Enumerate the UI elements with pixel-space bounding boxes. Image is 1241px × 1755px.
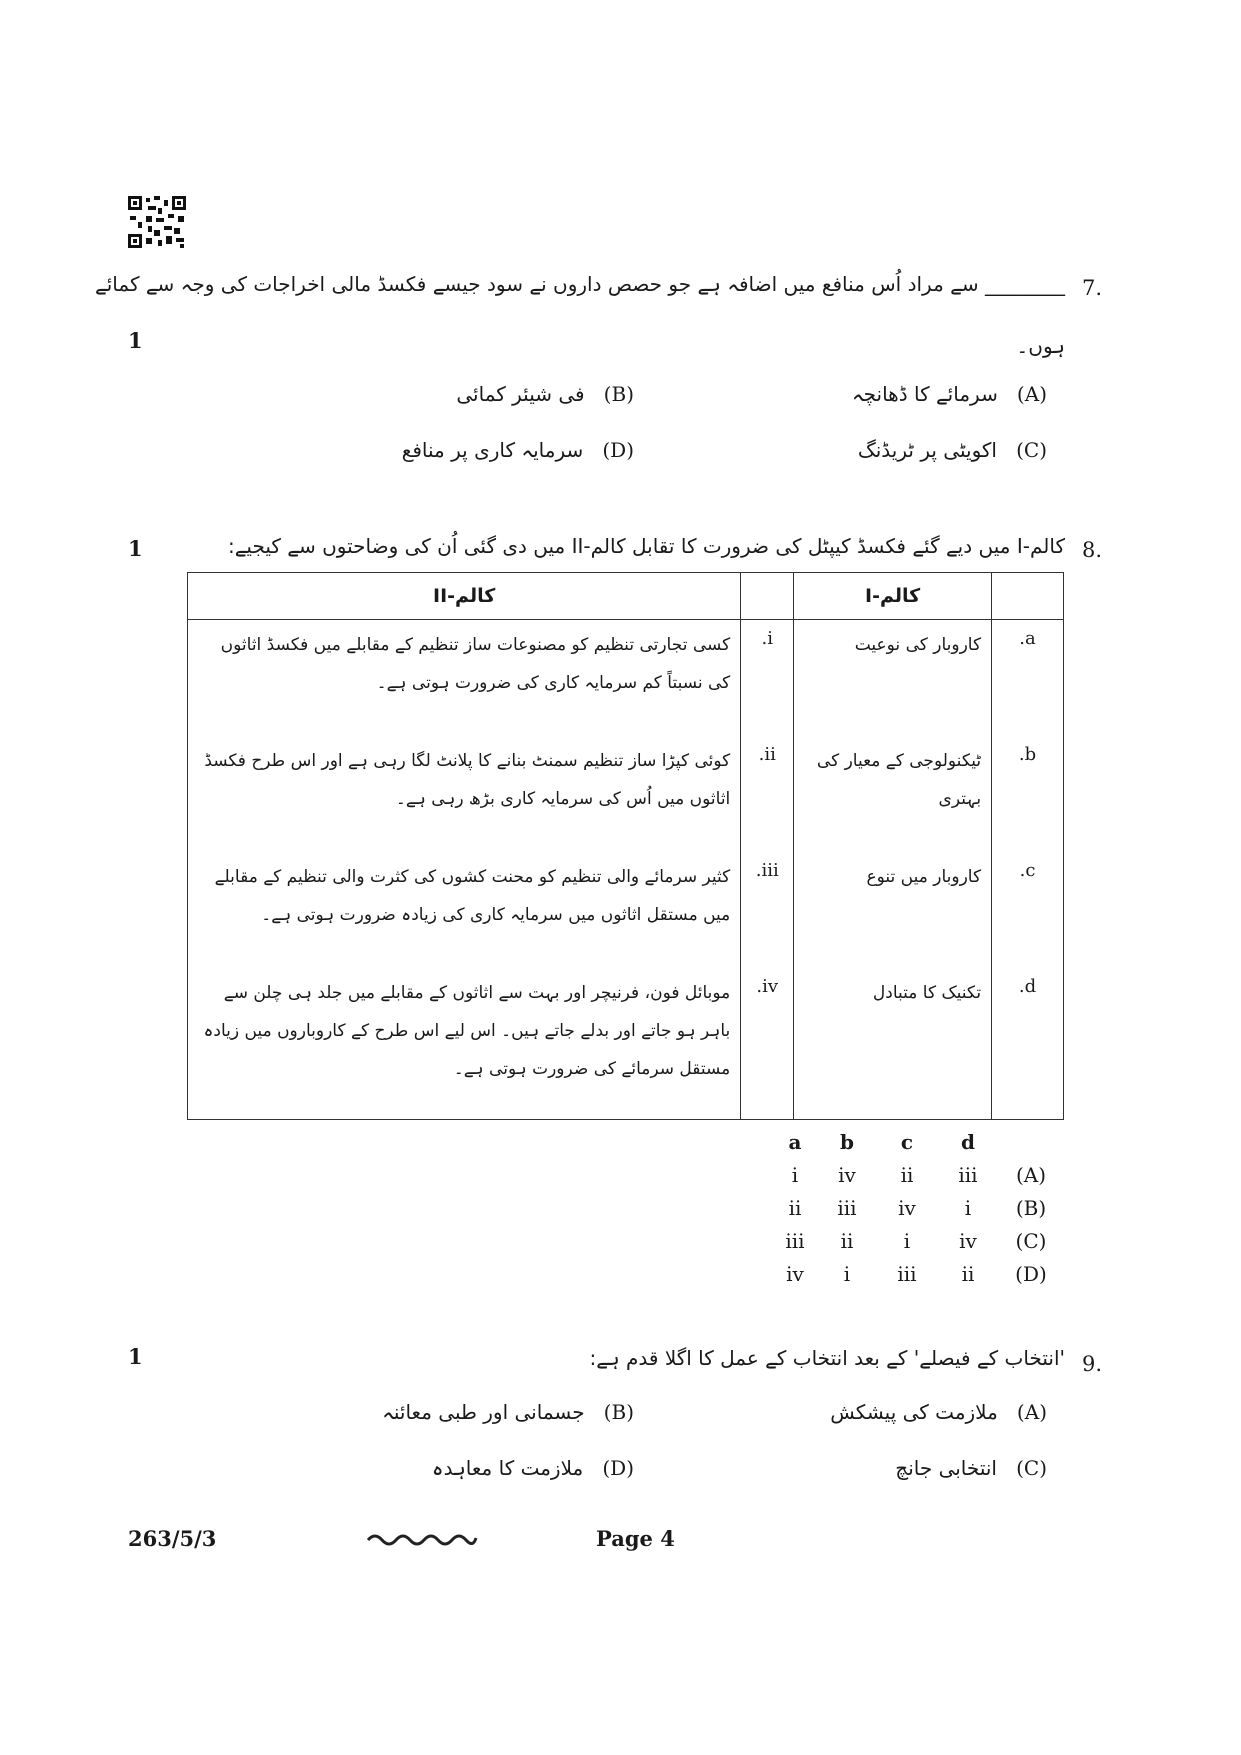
answer-header-c: c bbox=[900, 1130, 914, 1154]
option-label: (D) bbox=[602, 1456, 634, 1480]
column-2-text: کثیر سرمائے والی تنظیم کو محنت کشوں کی کثرت والی تنظیم کے مقابلے میں مستقل اثاثوں میں سرمایہ کاری کی زیادہ ضرورت ہوتی ہے۔ bbox=[188, 852, 741, 968]
option-label: (C) bbox=[1016, 1456, 1047, 1480]
q7-option-b[interactable] bbox=[456, 382, 634, 406]
q7-option-c[interactable] bbox=[858, 438, 1047, 462]
answer-option-d[interactable] bbox=[774, 1257, 1062, 1290]
option-text: فی شیئر کمائی bbox=[456, 382, 585, 406]
answer-cell: iii bbox=[785, 1228, 805, 1253]
answer-option-a[interactable] bbox=[774, 1158, 1062, 1191]
column-1-label: .b bbox=[992, 736, 1064, 852]
column-2-label: .iii bbox=[741, 852, 794, 968]
option-text: جسمانی اور طبی معائنہ bbox=[382, 1400, 585, 1424]
q7-marks: 1 bbox=[128, 328, 143, 353]
page-number: Page 4 bbox=[596, 1526, 675, 1551]
q7-text-line2: ہوں۔ bbox=[1016, 334, 1065, 358]
answer-header-b: b bbox=[840, 1130, 854, 1154]
answer-cell: i bbox=[791, 1162, 799, 1187]
column-2-text: کسی تجارتی تنظیم کو مصنوعات ساز تنظیم کے مقابلے میں فکسڈ اثاثوں کی نسبتاً کم سرمایہ کاری کی ضرورت ہوتی ہے۔ bbox=[188, 620, 741, 736]
answer-label: (B) bbox=[1015, 1195, 1047, 1220]
answer-cell: iii bbox=[958, 1162, 978, 1187]
answer-label: (D) bbox=[1015, 1261, 1047, 1286]
q8-number: 8. bbox=[1082, 538, 1103, 562]
column-2-text: موبائل فون، فرنیچر اور بہت سے اثاثوں کے مقابلے میں جلد ہی چلن سے باہر ہو جاتے اور بدلے جاتے ہیں۔ اس لیے اس طرح کے کاروباروں میں زیادہ مستقل سرمائے کی ضرورت ہوتی ہے۔ bbox=[188, 968, 741, 1120]
answer-option-b[interactable] bbox=[774, 1191, 1062, 1224]
option-text: سرمایہ کاری پر منافع bbox=[401, 438, 584, 462]
column-1-label: .d bbox=[992, 968, 1064, 1120]
q9-option-a[interactable] bbox=[830, 1400, 1047, 1424]
option-label: (B) bbox=[603, 382, 634, 406]
option-text: ملازمت کی پیشکش bbox=[830, 1400, 998, 1424]
q9-option-c[interactable] bbox=[895, 1456, 1047, 1480]
matching-table bbox=[187, 572, 1064, 1120]
column-1-label: .c bbox=[992, 852, 1064, 968]
header-blank bbox=[992, 573, 1064, 620]
answer-header-a: a bbox=[788, 1130, 802, 1154]
option-text: انتخابی جانچ bbox=[895, 1456, 997, 1480]
q7-option-a[interactable] bbox=[852, 382, 1047, 406]
q9-option-d[interactable] bbox=[432, 1456, 634, 1480]
answer-grid bbox=[774, 1126, 1062, 1290]
q9-option-b[interactable] bbox=[382, 1400, 634, 1424]
q9-text: 'انتخاب کے فیصلے' کے بعد انتخاب کے عمل کا اگلا قدم ہے: bbox=[589, 1346, 1065, 1370]
column-1-text: کاروبار میں تنوع bbox=[794, 852, 992, 968]
answer-cell: iv bbox=[838, 1162, 856, 1187]
answer-cell: iii bbox=[837, 1195, 857, 1220]
answer-cell: i bbox=[903, 1228, 911, 1253]
option-text: سرمائے کا ڈھانچہ bbox=[851, 382, 998, 406]
column-2-label: .i bbox=[741, 620, 794, 736]
column-1-header: کالم-I bbox=[794, 573, 992, 620]
column-2-label: .ii bbox=[741, 736, 794, 852]
option-label: (C) bbox=[1016, 438, 1047, 462]
option-text: اکویٹی پر ٹریڈنگ bbox=[857, 438, 997, 462]
table-row bbox=[188, 736, 1064, 852]
column-1-text: ٹیکنولوجی کے معیار کی بہتری bbox=[794, 736, 992, 852]
q7-option-d[interactable] bbox=[402, 438, 634, 462]
column-1-text: کاروبار کی نوعیت bbox=[794, 620, 992, 736]
answer-cell: iii bbox=[897, 1261, 917, 1286]
answer-cell: i bbox=[964, 1195, 972, 1220]
wave-ornament-icon bbox=[366, 1530, 478, 1550]
answer-cell: i bbox=[843, 1261, 851, 1286]
option-label: (A) bbox=[1016, 1400, 1047, 1424]
q9-number: 9. bbox=[1082, 1352, 1103, 1376]
answer-label: (A) bbox=[1015, 1162, 1047, 1187]
answer-cell: ii bbox=[840, 1228, 854, 1253]
answer-option-c[interactable] bbox=[774, 1224, 1062, 1257]
paper-code: 263/5/3 bbox=[128, 1526, 217, 1551]
q7-number: 7. bbox=[1082, 276, 1103, 300]
table-row bbox=[188, 852, 1064, 968]
q7-text-line1: ________ سے مراد اُس منافع میں اضافہ ہے جو حصص داروں نے سود جیسے فکسڈ مالی اخراجات کی وجہ سے کمائے bbox=[95, 272, 1065, 296]
table-row bbox=[188, 620, 1064, 736]
column-1-text: تکنیک کا متبادل bbox=[794, 968, 992, 1120]
answer-cell: iv bbox=[959, 1228, 977, 1253]
column-2-header: کالم-II bbox=[188, 573, 741, 620]
option-label: (D) bbox=[602, 438, 634, 462]
q9-marks: 1 bbox=[128, 1344, 143, 1369]
answer-label: (C) bbox=[1015, 1228, 1047, 1253]
column-1-label: .a bbox=[992, 620, 1064, 736]
answer-cell: ii bbox=[961, 1261, 975, 1286]
qr-code-image bbox=[128, 196, 186, 248]
answer-cell: ii bbox=[900, 1162, 914, 1187]
option-label: (B) bbox=[603, 1400, 634, 1424]
column-2-text: کوئی کپڑا ساز تنظیم سمنٹ بنانے کا پلانٹ لگا رہی ہے اور اس طرح فکسڈ اثاثوں میں اُس کی سرمایہ کاری بڑھ رہی ہے۔ bbox=[188, 736, 741, 852]
answer-header-d: d bbox=[961, 1130, 975, 1154]
answer-cell: ii bbox=[788, 1195, 802, 1220]
q8-marks: 1 bbox=[128, 536, 143, 561]
option-label: (A) bbox=[1016, 382, 1047, 406]
option-text: ملازمت کا معاہدہ bbox=[431, 1456, 584, 1480]
answer-cell: iv bbox=[898, 1195, 916, 1220]
table-row bbox=[188, 968, 1064, 1120]
column-2-label: .iv bbox=[741, 968, 794, 1120]
answer-cell: iv bbox=[786, 1261, 804, 1286]
q8-text: کالم-I میں دیے گئے فکسڈ کیپٹل کی ضرورت کا تقابل کالم-II میں دی گئی اُن کی وضاحتوں سے کیجیے: bbox=[227, 534, 1065, 558]
header-blank bbox=[741, 573, 794, 620]
